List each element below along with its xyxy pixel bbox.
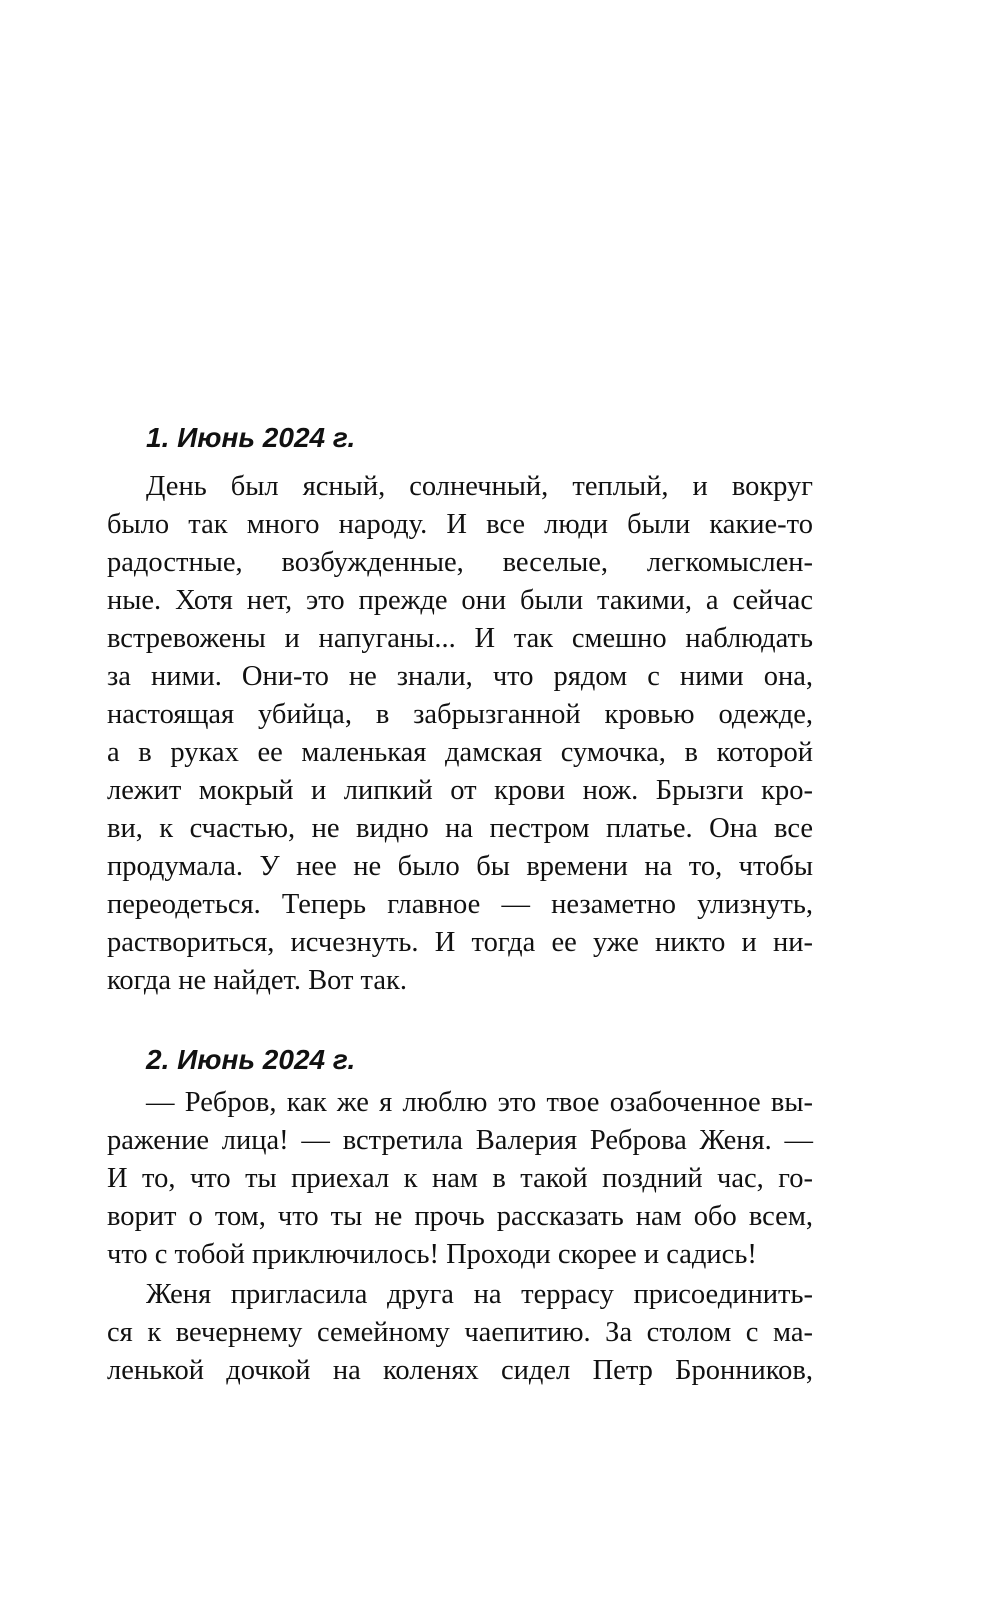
chapter-1-line: было так много народу. И все люди были какие-то [107,509,813,540]
chapter-1-line: ви, к счастью, не видно на пестром платье. Она все [107,813,813,844]
chapter-1-line: раствориться, исчезнуть. И тогда ее уже никто и ни- [107,927,813,958]
chapter-2-line: ленькой дочкой на коленях сидел Петр Бронников, [107,1355,813,1386]
chapter-1-line: а в руках ее маленькая дамская сумочка, в которой [107,737,813,768]
chapter-1-line: за ними. Они-то не знали, что рядом с ними она, [107,661,813,692]
chapter-2-line: Женя пригласила друга на террасу присоединить- [146,1279,813,1310]
chapter-1-line: лежит мокрый и липкий от крови нож. Брызги кро- [107,775,813,806]
chapter-1-line: ные. Хотя нет, это прежде они были такими, а сейчас [107,585,813,616]
chapter-2-line: И то, что ты приехал к нам в такой поздний час, го- [107,1163,813,1194]
chapter-1-line: радостные, возбужденные, веселые, легкомыслен- [107,547,813,578]
chapter-1-line: продумала. У нее не было бы времени на то, чтобы [107,851,813,882]
chapter-1-heading: 1. Июнь 2024 г. [146,422,356,453]
chapter-1-line: День был ясный, солнечный, теплый, и вокруг [146,471,813,502]
chapter-2-line: ся к вечернему семейному чаепитию. За столом с ма- [107,1317,813,1348]
chapter-1-line: когда не найдет. Вот так. [107,965,407,996]
chapter-2-line: ражение лица! — встретила Валерия Реброва Женя. — [107,1125,813,1156]
chapter-2-line: ворит о том, что ты не прочь рассказать нам обо всем, [107,1201,813,1232]
chapter-1-line: встревожены и напуганы... И так смешно наблюдать [107,623,813,654]
chapter-2-line: что с тобой приключилось! Проходи скорее и садись! [107,1239,757,1270]
chapter-2-heading: 2. Июнь 2024 г. [146,1044,356,1075]
chapter-1-line: переодеться. Теперь главное — незаметно улизнуть, [107,889,813,920]
chapter-2-line: — Ребров, как же я люблю это твое озабоченное вы- [146,1087,813,1118]
chapter-1-line: настоящая убийца, в забрызганной кровью одежде, [107,699,813,730]
